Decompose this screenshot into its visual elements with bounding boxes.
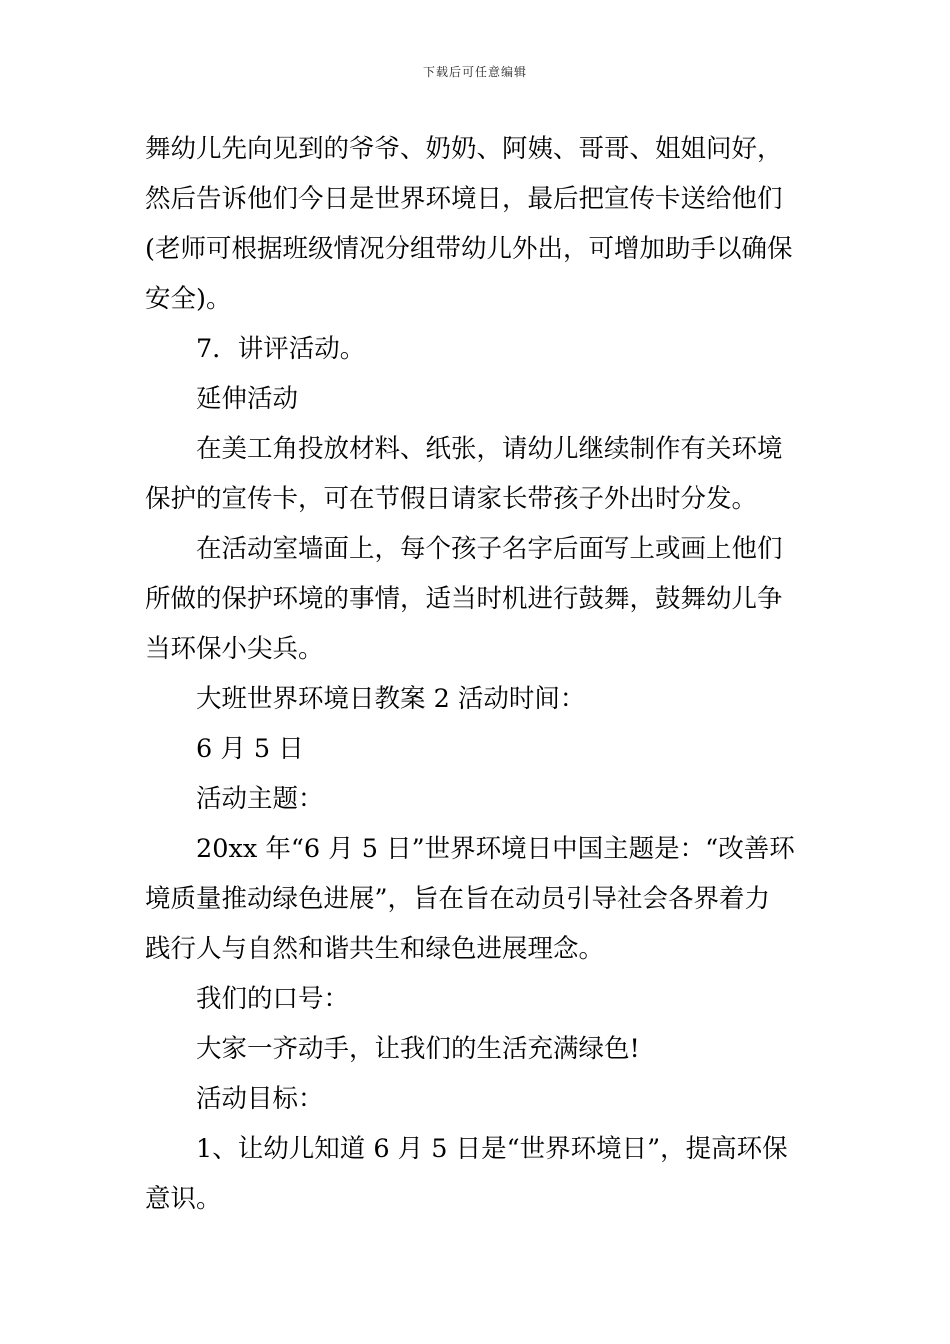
document-body	[145, 124, 807, 1224]
text-line: 7．讲评活动。	[196, 334, 366, 364]
section-heading: 大班世界环境日教案 2 活动时间：	[196, 684, 586, 714]
text-line: 践行人与自然和谐共生和绿色进展理念。	[145, 934, 605, 964]
section-heading: 延伸活动	[196, 384, 299, 414]
page-header: 下载后可任意编辑	[422, 65, 527, 79]
text-line: 在美工角投放材料、纸张，请幼儿继续制作有关环境	[196, 434, 783, 464]
section-heading: 我们的口号：	[196, 984, 350, 1014]
text-line: 20xx 年“6 月 5 日”世界环境日中国主题是：“改善环	[196, 834, 795, 864]
text-line: 1、让幼儿知道 6 月 5 日是“世界环境日”，提高环保	[196, 1134, 788, 1164]
section-heading: 活动目标：	[196, 1084, 324, 1114]
text-line: 然后告诉他们今日是世界环境日，最后把宣传卡送给他们	[145, 184, 783, 214]
text-line: (老师可根据班级情况分组带幼儿外出，可增加助手以确保	[145, 234, 793, 264]
text-line: 保护的宣传卡，可在节假日请家长带孩子外出时分发。	[145, 484, 758, 514]
text-line: 舞幼儿先向见到的爷爷、奶奶、阿姨、哥哥、姐姐问好，	[145, 134, 783, 164]
text-line: 境质量推动绿色进展”，旨在旨在动员引导社会各界着力	[145, 884, 771, 914]
section-heading: 活动主题：	[196, 784, 324, 814]
text-line: 当环保小尖兵。	[145, 634, 324, 664]
text-line: 安全)。	[145, 284, 232, 314]
text-line: 在活动室墙面上，每个孩子名字后面写上或画上他们	[196, 534, 783, 564]
text-line: 6 月 5 日	[196, 734, 304, 764]
text-line: 意识。	[145, 1184, 222, 1214]
text-line: 所做的保护环境的事情，适当时机进行鼓舞，鼓舞幼儿争	[145, 584, 783, 614]
text-line: 大家一齐动手，让我们的生活充满绿色!	[196, 1034, 640, 1064]
